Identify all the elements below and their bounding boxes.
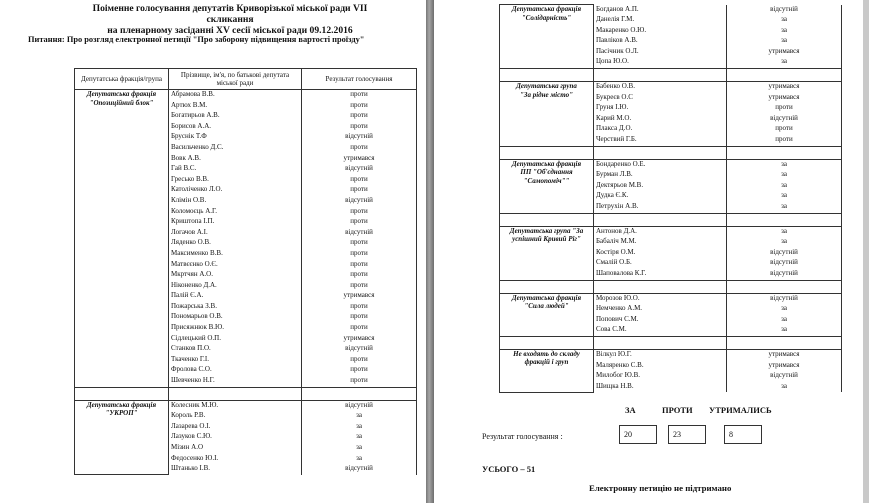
deputy-name: Богданов А.П.: [594, 5, 727, 16]
deputy-name: Абрамова В.В.: [169, 90, 302, 101]
deputy-name: Фролова С.О.: [169, 365, 302, 376]
deputy-name: Католіченко Л.О.: [169, 185, 302, 196]
vote-result: проти: [302, 323, 417, 334]
vote-result: за: [727, 26, 842, 37]
vote-result: утримався: [727, 361, 842, 372]
deputy-name: Вовк А.В.: [169, 154, 302, 165]
vote-result: утримався: [302, 154, 417, 165]
deputy-name: Король Р.В.: [169, 411, 302, 422]
deputy-name: Смалій О.Б.: [594, 258, 727, 269]
document-page-left: [0, 0, 426, 503]
faction-title: Депутатська фракція: [86, 90, 157, 98]
vote-result: за: [302, 422, 417, 433]
deputy-name: Лазарева О.І.: [169, 422, 302, 433]
deputy-name: Криштопа І.П.: [169, 217, 302, 228]
faction-cell: [75, 90, 169, 388]
deputy-name: Вілкул Ю.Г.: [594, 349, 727, 360]
faction-cell: [500, 82, 594, 147]
summary-against-count: 23: [668, 425, 706, 444]
vote-result: проти: [302, 302, 417, 313]
vote-result: відсутній: [302, 132, 417, 143]
deputy-name: Костіря О.М.: [594, 248, 727, 259]
document-page-right: [434, 0, 863, 503]
vote-result: проти: [302, 185, 417, 196]
summary-label: Результат голосування :: [482, 432, 563, 441]
vote-result: за: [302, 432, 417, 443]
deputy-name: Дектярьов М.В.: [594, 181, 727, 192]
deputy-name: Сова С.М.: [594, 325, 727, 336]
vote-result: проти: [302, 249, 417, 260]
table-row: [75, 90, 417, 101]
deputy-name: Попович С.М.: [594, 315, 727, 326]
vote-result: проти: [727, 135, 842, 146]
column-header-name: Прізвище, ім'я, по батькові депутата міської ради: [169, 69, 302, 90]
vote-result: за: [727, 237, 842, 248]
vote-result: відсутній: [302, 196, 417, 207]
vote-result: відсутній: [727, 5, 842, 16]
deputy-name: Пономарьов О.В.: [169, 312, 302, 323]
vote-result: утримався: [727, 82, 842, 93]
vote-result: за: [302, 411, 417, 422]
faction-cell: [500, 293, 594, 336]
deputy-name: Макаренко О.Ю.: [594, 26, 727, 37]
deputy-name: Бабенко О.В.: [594, 82, 727, 93]
table-row: [500, 226, 842, 237]
vote-result: проти: [302, 175, 417, 186]
deputy-name: Максименко В.В.: [169, 249, 302, 260]
table-row: [500, 159, 842, 170]
faction-title: Депутатська група "За: [509, 226, 584, 235]
faction-title: Не входять до складу: [513, 349, 580, 358]
deputy-name: Матвєєнко О.Є.: [169, 260, 302, 271]
deputy-name: Васильченко Д.С.: [169, 143, 302, 154]
faction-name: "Солідарність": [521, 13, 572, 22]
faction-cell: [500, 159, 594, 213]
deputy-name: Карий М.О.: [594, 114, 727, 125]
petition-result: Електронну петицію не підтримано: [589, 483, 732, 493]
deputy-name: Плакса Д.О.: [594, 124, 727, 135]
vote-result: за: [302, 443, 417, 454]
faction-cell: [500, 5, 594, 69]
faction-cell: [500, 226, 594, 280]
vote-result: утримався: [727, 93, 842, 104]
faction-cell: [75, 400, 169, 475]
faction-name: фракцій і груп: [524, 358, 569, 367]
vote-result: утримався: [302, 334, 417, 345]
deputy-name: Петрухін А.В.: [594, 202, 727, 213]
vote-result: проти: [302, 355, 417, 366]
deputy-name: Колесник М.Ю.: [169, 400, 302, 411]
vote-result: відсутній: [302, 344, 417, 355]
vote-table-right: [499, 4, 842, 393]
deputy-name: Антонов Д.А.: [594, 226, 727, 237]
vote-result: відсутній: [727, 114, 842, 125]
table-row: [75, 400, 417, 411]
vote-result: проти: [302, 270, 417, 281]
deputy-name: Черствий Г.Б.: [594, 135, 727, 146]
faction-title: Депутатська фракція: [86, 400, 157, 409]
group-spacer-row: [500, 280, 842, 293]
column-header-result: Результат голосування: [302, 69, 417, 90]
deputy-name: Маляренко С.В.: [594, 361, 727, 372]
deputy-name: Ткаченко Г.І.: [169, 355, 302, 366]
deputy-name: Палій Є.А.: [169, 291, 302, 302]
vote-result: за: [727, 159, 842, 170]
group-spacer-row: [500, 336, 842, 349]
faction-name: ПП "Об'єднання "Самопоміч"": [520, 168, 573, 185]
deputy-name: Шаповалова К.Г.: [594, 269, 727, 280]
deputy-name: Груня І.Ю.: [594, 103, 727, 114]
deputy-name: Гресько В.В.: [169, 175, 302, 186]
table-row: [500, 293, 842, 304]
deputy-name: Пожарська З.В.: [169, 302, 302, 313]
vote-result: проти: [302, 111, 417, 122]
summary-header-against: ПРОТИ: [662, 405, 693, 415]
faction-title: Депутатська фракція: [511, 5, 582, 13]
summary-header-for: ЗА: [625, 405, 636, 415]
deputy-name: Бруснік Т.Ф: [169, 132, 302, 143]
faction-name: "УКРОП": [105, 409, 138, 418]
group-spacer-row: [500, 213, 842, 226]
vote-result: за: [727, 57, 842, 68]
vote-table-left: [74, 68, 417, 475]
deputy-name: Бурман Л.В.: [594, 170, 727, 181]
summary-for-count: 20: [619, 425, 657, 444]
summary-abstained-count: 8: [724, 425, 762, 444]
table-header-row: [75, 69, 417, 90]
deputy-name: Цопа Ю.О.: [594, 57, 727, 68]
vote-result: за: [727, 181, 842, 192]
deputy-name: Шищка Н.В.: [594, 382, 727, 393]
faction-name: "За рідне місто": [520, 90, 573, 99]
vote-result: проти: [302, 217, 417, 228]
deputy-name: Милобог Ю.В.: [594, 371, 727, 382]
page-edge: [863, 0, 869, 503]
deputy-name: Бондаренко О.Е.: [594, 159, 727, 170]
group-spacer-row: [75, 387, 417, 400]
deputy-name: Коломоєць А.Г.: [169, 207, 302, 218]
faction-title: Депутатська група: [516, 82, 577, 91]
deputy-name: Ляденко О.В.: [169, 238, 302, 249]
group-spacer-row: [500, 69, 842, 82]
table-row: [500, 5, 842, 16]
column-header-faction: Депутатська фракція/група: [75, 69, 169, 90]
summary-total: УСЬОГО – 51: [482, 464, 536, 474]
deputy-name: Букреєв О.С: [594, 93, 727, 104]
table-row: [500, 82, 842, 93]
vote-result: проти: [727, 103, 842, 114]
table-row: [500, 349, 842, 360]
document-title: Поіменне голосування депутатів Криворізької міської ради VII скликання на пленарному засіданні XV сесії міської ради 09.12.2016: [92, 3, 368, 36]
faction-name: "Опозиційний блок": [89, 98, 154, 107]
vote-result: відсутній: [302, 164, 417, 175]
faction-cell: [500, 349, 594, 392]
vote-result: відсутній: [302, 228, 417, 239]
vote-result: проти: [302, 101, 417, 112]
vote-result: за: [727, 191, 842, 202]
deputy-name: Штанько І.В.: [169, 464, 302, 475]
vote-result: за: [302, 454, 417, 465]
summary-header-abstained: УТРИМАЛИСЬ: [709, 405, 772, 415]
vote-result: за: [727, 170, 842, 181]
vote-result: відсутній: [727, 258, 842, 269]
deputy-name: Мізин А.О: [169, 443, 302, 454]
group-spacer-row: [500, 146, 842, 159]
deputy-name: Богатирьов А.В.: [169, 111, 302, 122]
vote-result: проти: [302, 143, 417, 154]
deputy-name: Павліков А.В.: [594, 36, 727, 47]
deputy-name: Ніконенко Д.А.: [169, 281, 302, 292]
faction-title: Депутатська фракція: [511, 159, 582, 168]
deputy-name: Морозов Ю.О.: [594, 293, 727, 304]
vote-result: за: [727, 315, 842, 326]
deputy-name: Клімін О.В.: [169, 196, 302, 207]
agenda-topic: Питання: Про розгляд електронної петиції "Про заборону підвищення вартості проїзду": [28, 35, 365, 44]
vote-result: проти: [302, 207, 417, 218]
deputy-name: Бабаліч М.М.: [594, 237, 727, 248]
vote-result: проти: [302, 376, 417, 387]
faction-name: успішний Кривий Ріг": [512, 235, 581, 244]
vote-result: відсутній: [727, 248, 842, 259]
vote-result: за: [727, 15, 842, 26]
faction-title: Депутатська фракція: [511, 293, 582, 302]
faction-name: "Сила людей": [524, 302, 569, 311]
vote-result: проти: [302, 281, 417, 292]
deputy-name: Федосенко Ю.І.: [169, 454, 302, 465]
deputy-name: Пасічник О.Л.: [594, 47, 727, 58]
vote-result: проти: [302, 365, 417, 376]
vote-result: проти: [302, 260, 417, 271]
deputy-name: Присяжнюк В.Ю.: [169, 323, 302, 334]
vote-result: проти: [302, 312, 417, 323]
vote-result: утримався: [727, 47, 842, 58]
vote-result: відсутній: [727, 293, 842, 304]
vote-result: проти: [302, 122, 417, 133]
deputy-name: Немченко А.М.: [594, 304, 727, 315]
deputy-name: Борисов А.А.: [169, 122, 302, 133]
vote-result: за: [727, 226, 842, 237]
vote-result: проти: [302, 238, 417, 249]
vote-result: за: [727, 36, 842, 47]
vote-result: утримався: [727, 349, 842, 360]
deputy-name: Сідлецький О.П.: [169, 334, 302, 345]
vote-result: за: [727, 382, 842, 393]
page-separator: [426, 0, 434, 503]
vote-result: за: [727, 202, 842, 213]
deputy-name: Данелія Г.М.: [594, 15, 727, 26]
deputy-name: Лазуков С.Ю.: [169, 432, 302, 443]
deputy-name: Шевченко Н.Г.: [169, 376, 302, 387]
vote-result: утримався: [302, 291, 417, 302]
vote-result: відсутній: [727, 371, 842, 382]
vote-result: відсутній: [302, 464, 417, 475]
deputy-name: Логачов А.І.: [169, 228, 302, 239]
deputy-name: Гай В.С.: [169, 164, 302, 175]
vote-result: відсутній: [302, 400, 417, 411]
deputy-name: Мкртчян А.О.: [169, 270, 302, 281]
vote-result: відсутній: [727, 269, 842, 280]
deputy-name: Артюх В.М.: [169, 101, 302, 112]
vote-result: за: [727, 304, 842, 315]
vote-result: за: [727, 325, 842, 336]
vote-result: проти: [727, 124, 842, 135]
deputy-name: Дудка Є.К.: [594, 191, 727, 202]
deputy-name: Станков П.О.: [169, 344, 302, 355]
vote-result: проти: [302, 90, 417, 101]
